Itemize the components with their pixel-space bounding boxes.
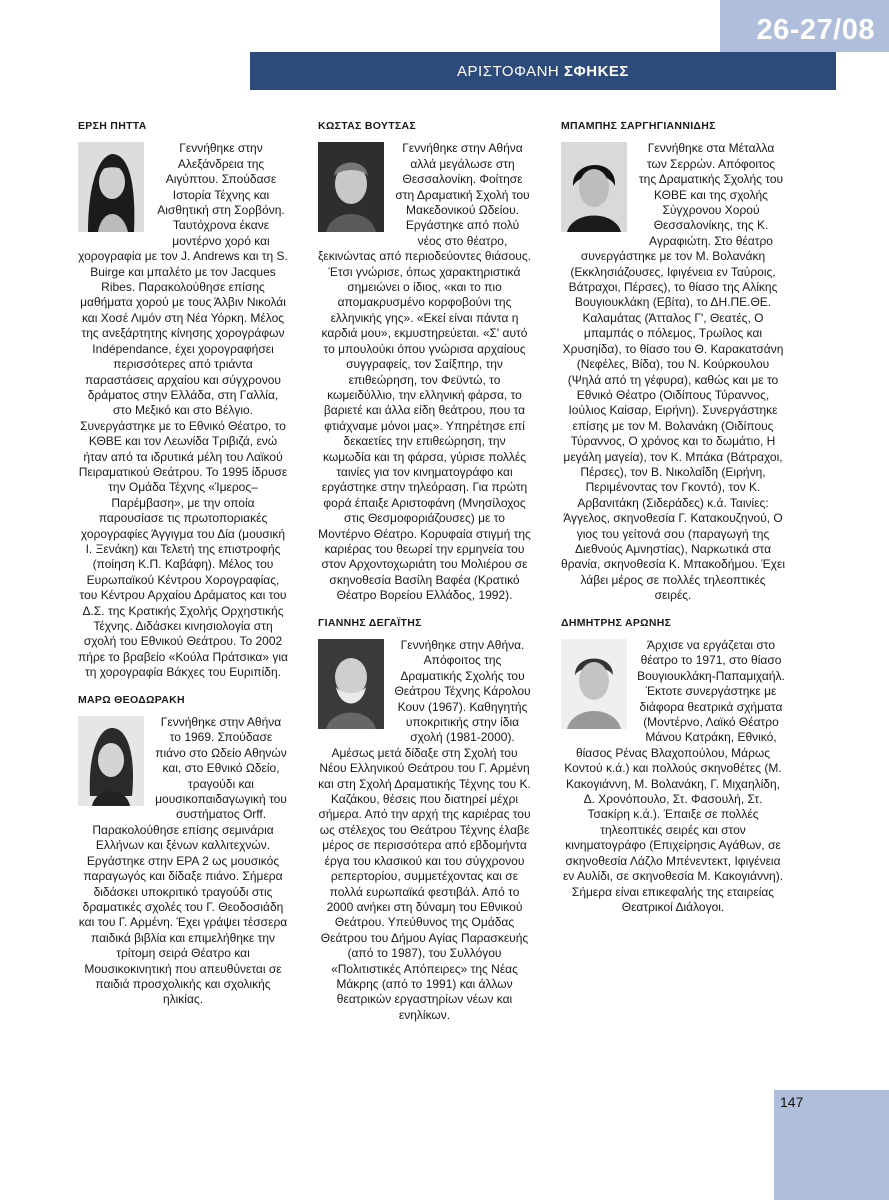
portrait-man-icon — [561, 639, 627, 729]
column-1 — [78, 119, 288, 1008]
portrait-photo — [78, 142, 144, 232]
bio-name: ΓΙΑΝΝΗΣ ΔΕΓΑΪΤΗΣ — [318, 616, 422, 629]
portrait-man-icon — [561, 142, 627, 232]
issue-date: 26-27/08 — [720, 0, 889, 52]
title-prefix: ΑΡΙΣΤΟΦΑΝΗ — [457, 63, 560, 80]
page-number: 147 — [780, 1094, 804, 1110]
bio-text: Άρχισε να εργάζεται στο θέατρο το 1971, στο θίασο Βουγιουκλάκη-Παπαμιχαήλ. Έκτοτε συνεργάστηκε με διάφορα θεατρικά σχήματα (Μοντέρνο, Λαϊκό Θέατρο Μάνου Κατράκη, Εθνικό, θίασος Ρένας Βλαχοπούλου, Μάρως Κοντού κ.ά.) και πολλούς σκηνοθέτες (Μ. Κακογιάννη, Μ. Βολανάκη, Γ. Μιχαηλίδη, Δ. Χρονόπουλο, Στ. Φασουλή, Στ. Τσακίρη κ.ά.). Έπαιξε σε πολλές τηλεοπτικές σειρές και στον κινηματογράφο (Επιχείρησις Αγάθων, σε σκηνοθεσία Λάζλο Μπένεντεκτ, Ιφιγένεια εν Αυλίδι, σε σκηνοθεσία Μ. Κακογιάννη). Σήμερα είναι επικεφαλής της εταιρείας Θεατρικοί Διάλογοι. — [562, 638, 785, 914]
bio-name: ΔΗΜΗΤΡΗΣ ΑΡΩΝΗΣ — [561, 616, 672, 629]
portrait-woman-icon — [78, 716, 144, 806]
bio-giannis — [318, 616, 531, 1024]
bio-maro — [78, 693, 288, 1008]
portrait-man-icon — [318, 142, 384, 232]
bio-babis — [561, 119, 785, 604]
bio-text: Γεννήθηκε στην Αθήνα αλλά μεγάλωσε στη Θεσσαλονίκη. Φοίτησε στη Δραματική Σχολή του Μακεδονικού Ωδείου. Εργάστηκε από πολύ νέος στο θέατρο, ξεκινώντας από περιοδεύοντες θιάσους. Έτσι γνώρισε, όπως χαρακτηριστικά σημειώνει ο ίδιος, «και το πιο απομακρυσμένο κορφοβούνι της ελληνικής γης». «Εκεί είναι πάντα η καρδιά μου», εκμυστηρεύεται. «Σ' αυτό το μπουλούκι όπου γνώρισα αρχαίους συγγραφείς, τον Σαίξπηρ, την επιθεώρηση, τον Φεϋντώ, το κωμειδύλλιο, την ελληνική φάρσα, το βαριετέ και άλλα είδη θεάτρου, που τα φτιάχναμε μόνοι μας». Υπηρέτησε επί δεκαετίες την επιθεώρηση, την κωμωδία και τη φάρσα, γύρισε πολλές ταινίες για τον κινηματογράφο και εργάστηκε στην τηλεόραση. Για πρώτη φορά έπαιξε Αριστοφάνη (Μνησίλοχος στις Θεσμοφοριάζουσες) με το Μοντέρνο Θέατρο. Κορυφαία στιγμή της καριέρας του θεωρεί την ερμηνεία του στον Αρχοντοχωριάτη του Μολιέρου σε σκηνοθεσία Βασίλη Βαφέα (Κρατικό Θέατρο Βορείου Ελλάδος, 1992). — [318, 141, 531, 603]
page-title — [250, 52, 836, 90]
bio-ersi — [78, 119, 288, 681]
portrait-photo — [318, 639, 384, 729]
bio-name: ΜΠΑΜΠΗΣ ΣΑΡΓΗΓΙΑΝΝΙΔΗΣ — [561, 120, 716, 132]
column-3 — [561, 119, 785, 915]
bio-text: Γεννήθηκε στην Αθήνα. Απόφοιτος της Δραματικής Σχολής του Θεάτρου Τέχνης Κάρολου Κουν (1967). Καθηγητής υποκριτικής στην ίδια σχολή (1981-2000). Αμέσως μετά δίδαξε στη Σχολή του Νέου Ελληνικού Θεάτρου του Γ. Αρμένη και στη Σχολή Δραματικής Τέχνης του Κ. Καζάκου, θέσεις που διατηρεί μέχρι σήμερα. Από την αρχή της καριέρας του ως στέλεχος του Θεάτρου Τέχνης έλαβε μέρος σε περισσότερα από εβδομήντα έργα του κλασικού και του σύγχρονου ρεπερτορίου, συμμετέχοντας και σε πολλά ευρωπαϊκά φεστιβάλ. Από το 2000 ανήκει στη δύναμη του Εθνικού Θεάτρου. Υπεύθυνος της Ομάδας Θεάτρου του Δήμου Αγίας Παρασκευής (από το 1987), του Συλλόγου «Πολιτιστικές Απόπειρες» της Νέας Μάκρης (από το 1991) και άλλων θεατρικών εργαστηρίων νέων και ενηλίκων. — [318, 638, 531, 1022]
bio-text: Γεννήθηκε στην Αθήνα το 1969. Σπούδασε πιάνο στο Ωδείο Αθηνών και, στο Εθνικό Ωδείο, τραγούδι και μουσικοπαιδαγωγική του συστήματος Orff. Παρακολούθησε επίσης σεμινάρια Ελλήνων και ξένων καλλιτεχνών. Εργάστηκε στην ΕΡΑ 2 ως μουσικός παραγωγός και δίδαξε πιάνο. Σήμερα διδάσκει υποκριτικό τραγούδι στις δραματικές σχολές του Γ. Θεοδοσιάδη και του Γ. Αρμένη. Έχει γράψει τέσσερα παιδικά βιβλία και επιμελήθηκε την τρίτομη σειρά Θέατρο και Μουσικοκινητική που απευθύνεται σε παιδιά προσχολικής και σχολικής ηλικίας. — [78, 715, 288, 1007]
portrait-photo — [561, 639, 627, 729]
portrait-photo — [78, 716, 144, 806]
bio-text: Γεννήθηκε στην Αλεξάνδρεια της Αιγύπτου. Σπούδασε Ιστορία Τέχνης και Αισθητική στη Σορβόνη. Ταυτόχρονα έκανε μοντέρνο χορό και χορογραφία με τον J. Andrews και τη S. Buirge και μπαλέτο με τον Jacques Ribes. Παρακολούθησε επίσης μαθήματα χορού με τους Άλβιν Νικολάι και Χοσέ Λιμόν στη Νέα Υόρκη. Μέλος της ανεξάρτητης κίνησης χορογράφων Indépendance, έχει χορογραφήσει περισσότερες από τριάντα παραστάσεις αρχαίου και σύγχρονου δράματος στην Ελλάδα, στη Γαλλία, στο Μεξικό και στο Βέλγιο. Συνεργάστηκε με το Εθνικό Θέατρο, το ΚΘΒΕ και τον Λεωνίδα Τριβιζά, ενώ ήταν από τα ιδρυτικά μέλη του Λαϊκού Πειραματικού Θεάτρου. Το 1995 ίδρυσε την Ομάδα Τέχνης «Ίμερος–Παρέμβαση», με την οποία παρουσίασε τις πρωτοποριακές χορογραφίες Άγγιγμα του Δία (μουσική Ι. Ξενάκη) και Τελετή της επιστροφής (ποίηση Κ.Π. Καβάφη). Μέλος του Ευρωπαϊκού Κέντρου Χορογραφίας, του Κέντρου Αρχαίου Δράματος και του Δ.Σ. της Κρατικής Σχολής Ορχηστικής Τέχνης. Διδάσκει κινησιολογία στη σχολή του Εθνικού Θεάτρου. Το 2002 πήρε το βραβείο «Κούλα Πράτσικα» για τη χορογραφία Βάκχες του Ευριπίδη. — [78, 141, 288, 680]
portrait-photo — [561, 142, 627, 232]
bio-name: ΕΡΣΗ ΠΗΤΤΑ — [78, 120, 147, 132]
bio-kostas — [318, 119, 531, 604]
column-2 — [318, 119, 531, 1023]
portrait-woman-icon — [78, 142, 144, 232]
bio-text: Γεννήθηκε στα Μέταλλα των Σερρών. Απόφοιτος της Δραματικής Σχολής του ΚΘΒΕ και της σχολής Σύγχρονου Χορού Θεσσαλονίκης, της Κ. Αγραφιώτη. Στο θέατρο συνεργάστηκε με τον Μ. Βολανάκη (Εκκλησιάζουσες, Ιφιγένεια εν Ταύροις, Βάτραχοι, Πέρσες), το θίασο της Αλίκης Βουγιουκλάκη (Εβίτα), το ΔΗ.ΠΕ.ΘΕ. Καλαμάτας (Άτταλος Γ', Θεατές, Ο μπαμπάς ο πόλεμος, Τρωίλος και Χρυσηίδα), το θίασο του Θ. Καρακατσάνη (Νεφέλες, Βίδα), του Ν. Κούρκουλου (Ψηλά από τη γέφυρα), καθώς και με το Εθνικό Θέατρο (Οιδίπους Τύραννος, Ιούλιος Καίσαρ, Ειρήνη). Συνεργάστηκε επίσης με τον Μ. Βολανάκη (Οιδίπους Τύραννος, Ο χρόνος και το δωμάτιο, Η μεγάλη μαγεία), τον Κ. Μπάκα (Βάτραχοι, Πέρσες), τον Β. Νικολαΐδη (Ειρήνη, Περιμένοντας τον Γκοντό), τον Κ. Αρβανιτάκη (Σιδεράδες) κ.ά. Ταινίες: Άγγελος, σκηνοθεσία Γ. Κατακουζηνού, Ο γιος του γείτονά σου (παραγωγή της Διεθνούς Αμνηστίας), Ναρκωτικά στα θρανία, σκηνοθεσία Κ. Μπακοδήμου. Έχει λάβει μέρος σε πολλές τηλεοπτικές σειρές. — [561, 141, 785, 603]
bio-name: ΚΩΣΤΑΣ ΒΟΥΤΣΑΣ — [318, 120, 416, 132]
portrait-man-icon — [318, 639, 384, 729]
title-bold: ΣΦΗΚΕΣ — [563, 63, 629, 80]
portrait-photo — [318, 142, 384, 232]
bio-dimitris — [561, 616, 785, 916]
bio-name: ΜΑΡΩ ΘΕΟΔΩΡΑΚΗ — [78, 693, 185, 706]
